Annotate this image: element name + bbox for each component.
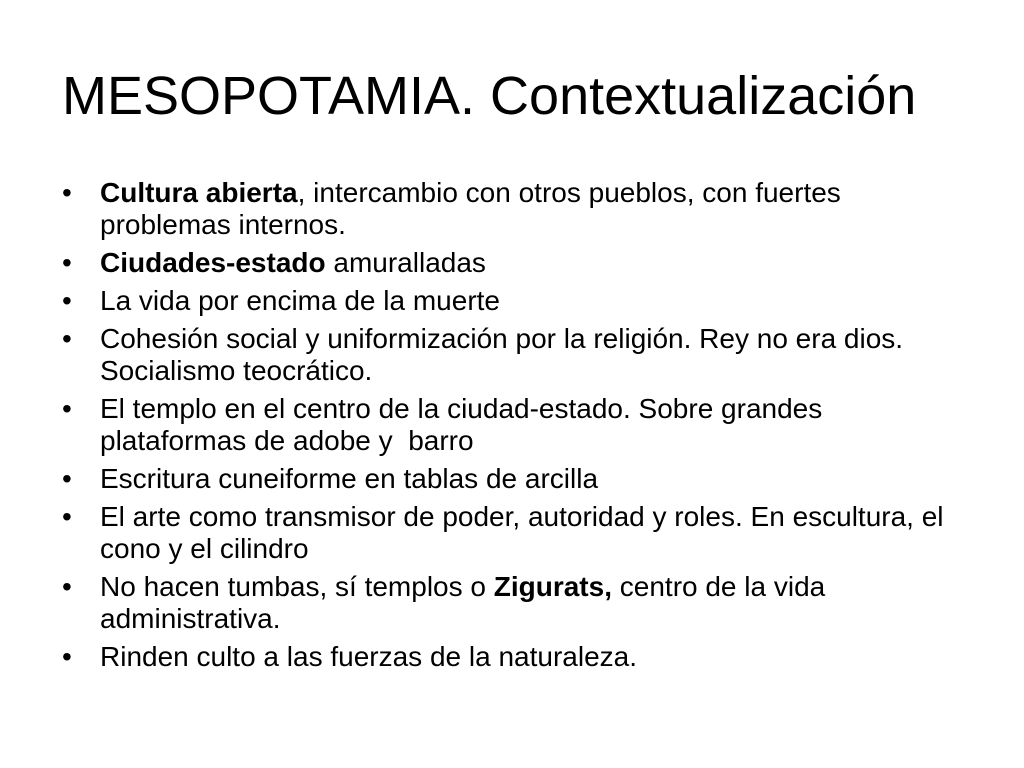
- bullet-item: [62, 463, 962, 495]
- bullet-item: [62, 393, 962, 457]
- bullet-icon: •: [62, 393, 72, 424]
- bullet-icon: •: [62, 641, 72, 672]
- bullet-icon: •: [62, 501, 72, 532]
- bullet-list: [62, 177, 962, 679]
- bullet-text: El templo en el centro de la ciudad-estado. Sobre grandes plataformas de adobe y barro: [100, 393, 831, 456]
- bullet-text: Cohesión social y uniformización por la religión. Rey no era dios. Socialismo teocrático.: [100, 323, 904, 386]
- bullet-bold-text: Cultura abierta: [100, 177, 298, 208]
- bullet-icon: •: [62, 571, 72, 602]
- bullet-text: La vida por encima de la muerte: [100, 285, 500, 316]
- bullet-text: amuralladas: [325, 247, 486, 278]
- bullet-text: , intercambio con otros pueblos, con fuertes problemas internos.: [100, 177, 841, 240]
- bullet-item: [62, 247, 962, 279]
- bullet-item: [62, 571, 962, 635]
- bullet-text: No hacen tumbas, sí templos o: [100, 571, 494, 602]
- bullet-icon: •: [62, 285, 72, 316]
- bullet-icon: •: [62, 247, 72, 278]
- bullet-item: [62, 177, 962, 241]
- bullet-icon: •: [62, 463, 72, 494]
- bullet-icon: •: [62, 323, 72, 354]
- bullet-item: [62, 501, 962, 565]
- bullet-text: centro de la vida administrativa.: [100, 571, 826, 634]
- bullet-text: Rinden culto a las fuerzas de la naturaleza.: [100, 641, 637, 672]
- bullet-item: [62, 285, 962, 317]
- bullet-item: [62, 641, 962, 673]
- bullet-bold-text: Zigurats,: [493, 571, 612, 602]
- bullet-bold-text: Ciudades-estado: [100, 247, 326, 278]
- bullet-item: [62, 323, 962, 387]
- bullet-text: El arte como transmisor de poder, autoridad y roles. En escultura, el cono y el cilindro: [100, 501, 944, 564]
- bullet-icon: •: [62, 177, 72, 208]
- slide-title: MESOPOTAMIA. Contextualización: [62, 66, 917, 126]
- bullet-text: Escritura cuneiforme en tablas de arcilla: [100, 463, 599, 494]
